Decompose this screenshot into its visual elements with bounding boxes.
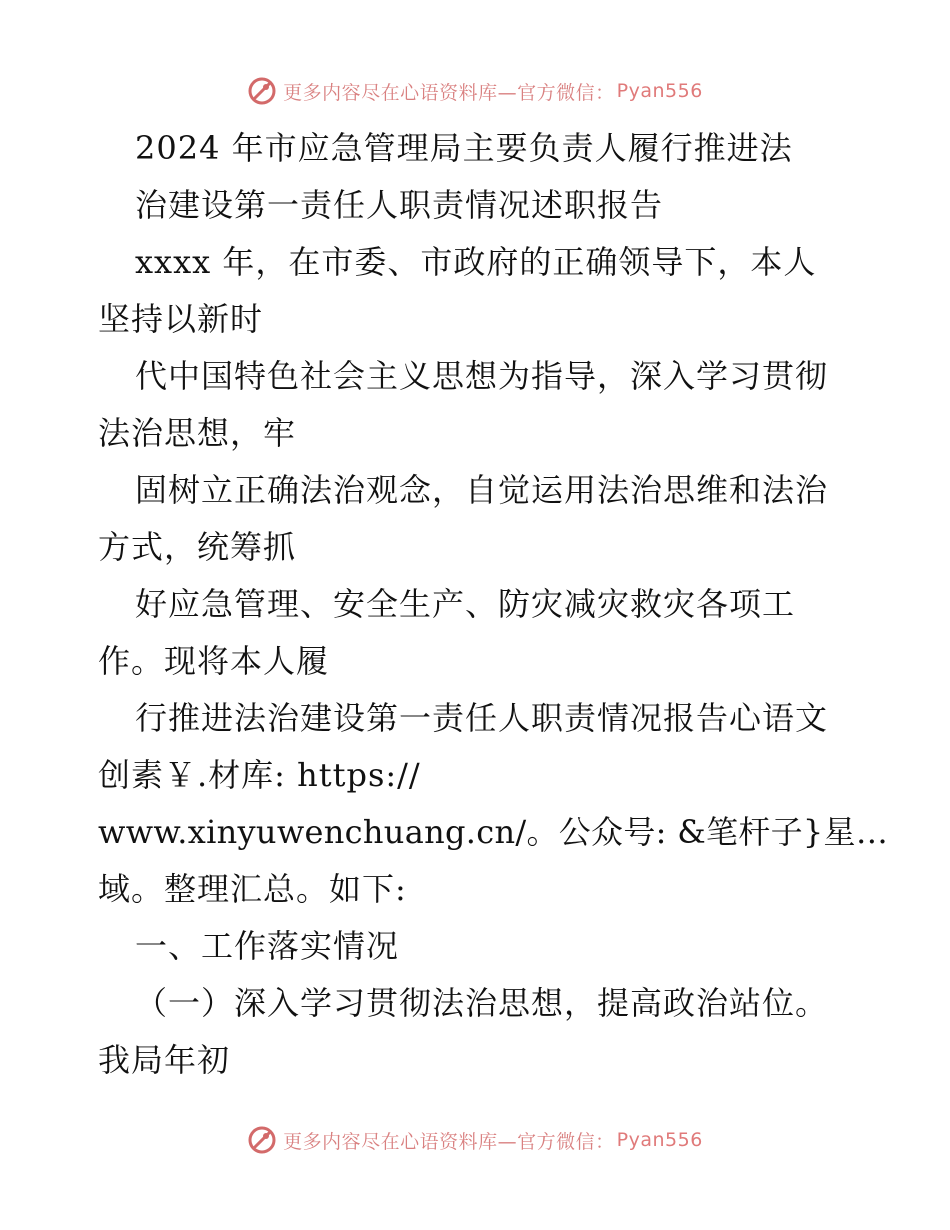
doc-title-line-2: 治建设第一责任人职责情况述职报告	[135, 186, 664, 224]
doc-section-heading: 一、工作落实情况	[135, 927, 400, 965]
doc-paragraph-line: 代中国特色社会主义思想为指导，深入学习贯彻	[135, 357, 829, 395]
doc-paragraph-line: 创素￥.材库: https://	[98, 756, 421, 794]
doc-subsection-heading: （一）深入学习贯彻法治思想，提高政治站位。	[135, 984, 829, 1022]
doc-paragraph-line: 好应急管理、安全生产、防灾减灾救灾各项工	[135, 585, 796, 623]
doc-paragraph-line: 作。现将本人履	[98, 642, 330, 680]
doc-paragraph-line: 方式，统筹抓	[98, 528, 297, 566]
doc-paragraph-line: 域。整理汇总。如下:	[98, 870, 407, 908]
watermark-footer	[0, 1120, 950, 1160]
brand-logo-icon	[247, 76, 277, 106]
watermark-text: 更多内容尽在心语资料库—官方微信：	[283, 1130, 615, 1153]
doc-paragraph-line: 固树立正确法治观念，自觉运用法治思维和法治	[135, 471, 829, 509]
doc-paragraph-line: www.xinyuwenchuang.cn/。公众号: &笔杆子}星…	[98, 813, 889, 851]
doc-paragraph-line: 坚持以新时	[98, 300, 264, 338]
watermark-text: 更多内容尽在心语资料库—官方微信：	[283, 81, 615, 104]
doc-paragraph-line: 法治思想，牢	[98, 414, 297, 452]
doc-paragraph-line: 行推进法治建设第一责任人职责情况报告心语文	[135, 699, 829, 737]
brand-logo-icon	[247, 1125, 277, 1155]
watermark-header	[0, 71, 950, 111]
watermark-wechat-id: Pyan556	[616, 80, 703, 102]
watermark-wechat-id: Pyan556	[616, 1129, 703, 1151]
doc-title-line-1: 2024 年市应急管理局主要负责人履行推进法	[135, 129, 793, 167]
doc-paragraph-line: xxxx 年，在市委、市政府的正确领导下，本人	[135, 243, 817, 281]
doc-paragraph-line: 我局年初	[98, 1041, 231, 1079]
